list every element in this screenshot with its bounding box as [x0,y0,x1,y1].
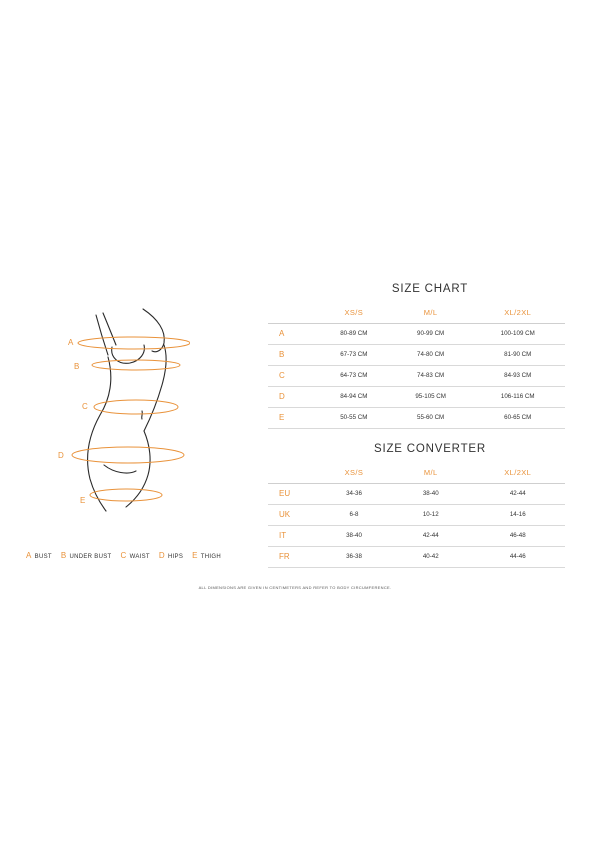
right-thigh-line [126,431,150,507]
size-converter-title: SIZE CONVERTER [374,443,486,455]
legend-item-under-bust [61,551,112,563]
legend-label: BUST [34,554,52,560]
legend-item-bust [26,551,52,563]
table-row [268,407,565,428]
row-label: EU [268,483,317,504]
row-label: UK [268,504,317,525]
row-label: D [268,386,317,407]
legend-label: HIPS [167,554,184,560]
column-header: XL/2XL [470,303,565,323]
footnote: ALL DIMENSIONS ARE GIVEN IN CENTIMETERS AND REFER TO BODY CIRCUMFERENCE. [198,585,392,590]
table-cell: 46-48 [471,525,566,546]
column-header: XL/2XL [471,463,566,483]
column-header: XS/S [317,303,391,323]
table-row [268,546,565,567]
row-label: IT [268,525,317,546]
table-cell: 40-42 [391,546,471,567]
table-row [268,483,565,504]
legend-key: B [60,551,67,560]
table-cell: 64-73 CM [317,365,391,386]
table-row [268,323,565,344]
table-cell: 42-44 [391,525,471,546]
table-cell: 42-44 [471,483,566,504]
table-cell: 44-46 [471,546,566,567]
table-cell: 38-40 [391,483,471,504]
corner-cell [268,463,317,483]
table-cell: 74-83 CM [391,365,471,386]
bust-measure-ring [78,337,190,349]
table-cell: 55-60 CM [391,407,471,428]
size-converter-table [268,463,565,568]
legend-label: UNDER BUST [69,554,112,560]
size-chart-title: SIZE CHART [391,283,469,295]
thigh-measure-ring [90,489,162,501]
size-chart-header-row [268,303,565,323]
table-cell: 84-93 CM [470,365,565,386]
corner-cell [268,303,317,323]
navel-mark [142,411,143,419]
size-converter-header-row [268,463,565,483]
measurement-legend [26,551,256,563]
legend-item-hips [159,551,183,563]
back-line [144,345,166,431]
row-label: A [268,323,317,344]
table-cell: 50-55 CM [317,407,391,428]
legend-label: WAIST [129,554,150,560]
table-cell: 67-73 CM [317,344,391,365]
row-label: C [268,365,317,386]
marker-b: B [74,362,80,371]
legend-key: C [120,551,127,560]
groin-line [104,465,136,473]
table-row [268,386,565,407]
marker-c: C [82,402,88,411]
legend-key: E [192,551,198,560]
row-label: E [268,407,317,428]
legend-item-waist [121,551,150,563]
table-cell: 10-12 [391,504,471,525]
legend-label: THIGH [200,554,221,560]
body-outline-illustration [40,295,190,525]
table-cell: 106-116 CM [470,386,565,407]
legend-key: A [26,551,32,560]
table-cell: 100-109 CM [470,323,565,344]
table-cell: 34-36 [317,483,391,504]
table-cell: 90-99 CM [391,323,471,344]
table-cell: 60-65 CM [470,407,565,428]
column-header: XS/S [317,463,391,483]
marker-e: E [80,496,86,505]
table-cell: 14-16 [471,504,566,525]
column-header: M/L [391,303,471,323]
table-cell: 74-80 CM [391,344,471,365]
row-label: FR [268,546,317,567]
hips-measure-ring [72,447,184,463]
marker-d: D [58,451,64,460]
table-row [268,344,565,365]
table-row [268,525,565,546]
table-cell: 6-8 [317,504,391,525]
right-shoulder-line [143,309,164,352]
row-label: B [268,344,317,365]
size-chart-table [268,303,565,429]
marker-a: A [68,338,74,347]
waist-measure-ring [94,400,178,414]
table-cell: 81-90 CM [470,344,565,365]
table-cell: 84-94 CM [317,386,391,407]
body-measurement-figure [40,295,190,525]
table-cell: 38-40 [317,525,391,546]
column-header: M/L [391,463,471,483]
table-cell: 36-38 [317,546,391,567]
table-row [268,504,565,525]
table-cell: 95-105 CM [391,386,471,407]
left-torso-line [88,357,111,511]
table-row [268,365,565,386]
legend-key: D [158,551,165,560]
legend-item-thigh [192,551,221,563]
left-shoulder-line [103,313,116,345]
table-cell: 80-89 CM [317,323,391,344]
